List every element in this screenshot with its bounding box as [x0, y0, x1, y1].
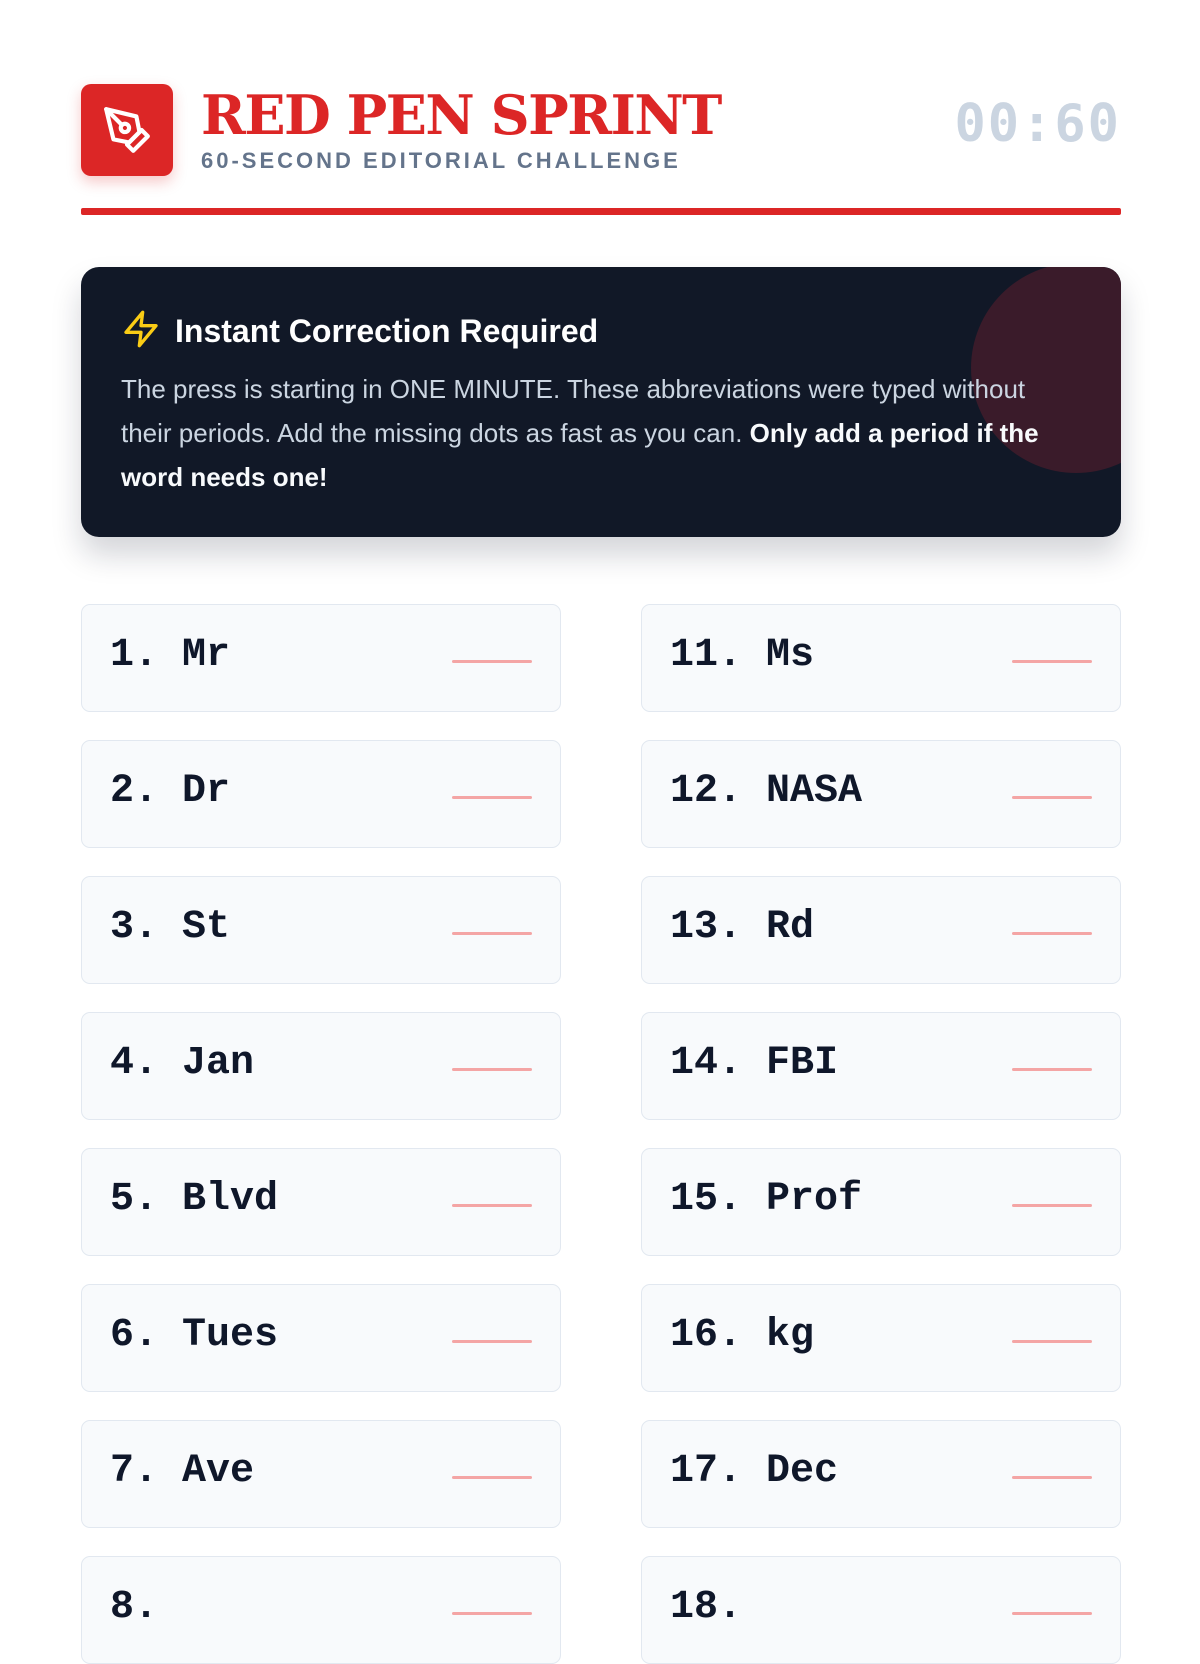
abbreviation-item[interactable] [81, 604, 561, 712]
item-label [110, 1585, 182, 1630]
item-word: Ms [766, 633, 815, 678]
abbreviation-item[interactable] [81, 1148, 561, 1256]
item-label [110, 769, 230, 814]
item-label [110, 1041, 254, 1086]
answer-blank[interactable] [1012, 1068, 1092, 1071]
abbreviation-item[interactable] [641, 876, 1121, 984]
abbreviation-item[interactable] [641, 740, 1121, 848]
app-title: RED PEN SPRINT [201, 83, 721, 147]
item-word: Ave [182, 1449, 255, 1494]
item-label [110, 905, 230, 950]
item-number: 1. [110, 633, 159, 678]
item-label [670, 1041, 838, 1086]
answer-blank[interactable] [452, 1612, 532, 1615]
answer-blank[interactable] [1012, 796, 1092, 799]
abbreviation-grid [81, 604, 1121, 1664]
abbreviation-item[interactable] [641, 604, 1121, 712]
abbreviation-item[interactable] [641, 1148, 1121, 1256]
item-word: Dr [182, 769, 231, 814]
item-number: 14. [670, 1041, 743, 1086]
instructions-heading [121, 309, 598, 354]
item-number: 18. [670, 1585, 743, 1630]
item-word: Mr [182, 633, 231, 678]
item-word: Dec [766, 1449, 839, 1494]
answer-blank[interactable] [452, 1476, 532, 1479]
item-number: 13. [670, 905, 743, 950]
answer-blank[interactable] [1012, 1612, 1092, 1615]
item-number: 7. [110, 1449, 159, 1494]
item-word: Prof [766, 1177, 863, 1222]
countdown-timer: 00:60 [954, 94, 1121, 154]
answer-blank[interactable] [452, 1068, 532, 1071]
instructions-emphasis: Only add a period if the word needs one! [121, 418, 1039, 492]
item-word: Rd [766, 905, 815, 950]
item-number: 8. [110, 1585, 159, 1630]
item-label [670, 1449, 838, 1494]
item-label [670, 1313, 814, 1358]
header [81, 84, 1121, 216]
item-word: NASA [766, 769, 863, 814]
item-number: 16. [670, 1313, 743, 1358]
answer-blank[interactable] [1012, 1476, 1092, 1479]
abbreviation-item[interactable] [641, 1012, 1121, 1120]
item-number: 17. [670, 1449, 743, 1494]
answer-blank[interactable] [452, 1340, 532, 1343]
item-label [670, 905, 814, 950]
abbreviation-item[interactable] [641, 1284, 1121, 1392]
abbreviation-item[interactable] [81, 1284, 561, 1392]
lightning-icon [121, 309, 161, 354]
abbreviation-item[interactable] [81, 1420, 561, 1528]
item-label [670, 1585, 766, 1630]
app-subtitle: 60-SECOND EDITORIAL CHALLENGE [201, 148, 681, 173]
item-number: 4. [110, 1041, 159, 1086]
abbreviation-item[interactable] [641, 1556, 1121, 1664]
answer-blank[interactable] [452, 660, 532, 663]
item-word: St [182, 905, 231, 950]
instructions-card [81, 267, 1121, 537]
item-number: 15. [670, 1177, 743, 1222]
answer-blank[interactable] [1012, 1340, 1092, 1343]
item-number: 11. [670, 633, 743, 678]
item-label [110, 1449, 254, 1494]
item-label [110, 633, 230, 678]
answer-blank[interactable] [452, 796, 532, 799]
abbreviation-item[interactable] [641, 1420, 1121, 1528]
item-label [110, 1177, 278, 1222]
item-number: 12. [670, 769, 743, 814]
item-word: Tues [182, 1313, 279, 1358]
abbreviation-item[interactable] [81, 740, 561, 848]
instructions-text [121, 367, 1081, 499]
item-number: 2. [110, 769, 159, 814]
item-word: Jan [182, 1041, 255, 1086]
item-number: 6. [110, 1313, 159, 1358]
answer-blank[interactable] [452, 932, 532, 935]
pen-nib-icon [81, 84, 173, 176]
item-word: kg [766, 1313, 815, 1358]
item-number: 5. [110, 1177, 159, 1222]
item-label [110, 1313, 278, 1358]
item-label [670, 769, 862, 814]
answer-blank[interactable] [1012, 932, 1092, 935]
answer-blank[interactable] [1012, 660, 1092, 663]
abbreviation-item[interactable] [81, 876, 561, 984]
answer-blank[interactable] [452, 1204, 532, 1207]
abbreviation-item[interactable] [81, 1012, 561, 1120]
item-word: Blvd [182, 1177, 279, 1222]
item-label [670, 633, 814, 678]
instructions-title: Instant Correction Required [175, 313, 599, 349]
item-word: FBI [766, 1041, 839, 1086]
instructions-body: The press is starting in ONE MINUTE. These abbreviations were typed without their periods. Add the missing dots as fast as you can. [121, 374, 1026, 448]
item-label [670, 1177, 862, 1222]
header-divider [81, 208, 1121, 215]
abbreviation-item[interactable] [81, 1556, 561, 1664]
answer-blank[interactable] [1012, 1204, 1092, 1207]
item-number: 3. [110, 905, 159, 950]
